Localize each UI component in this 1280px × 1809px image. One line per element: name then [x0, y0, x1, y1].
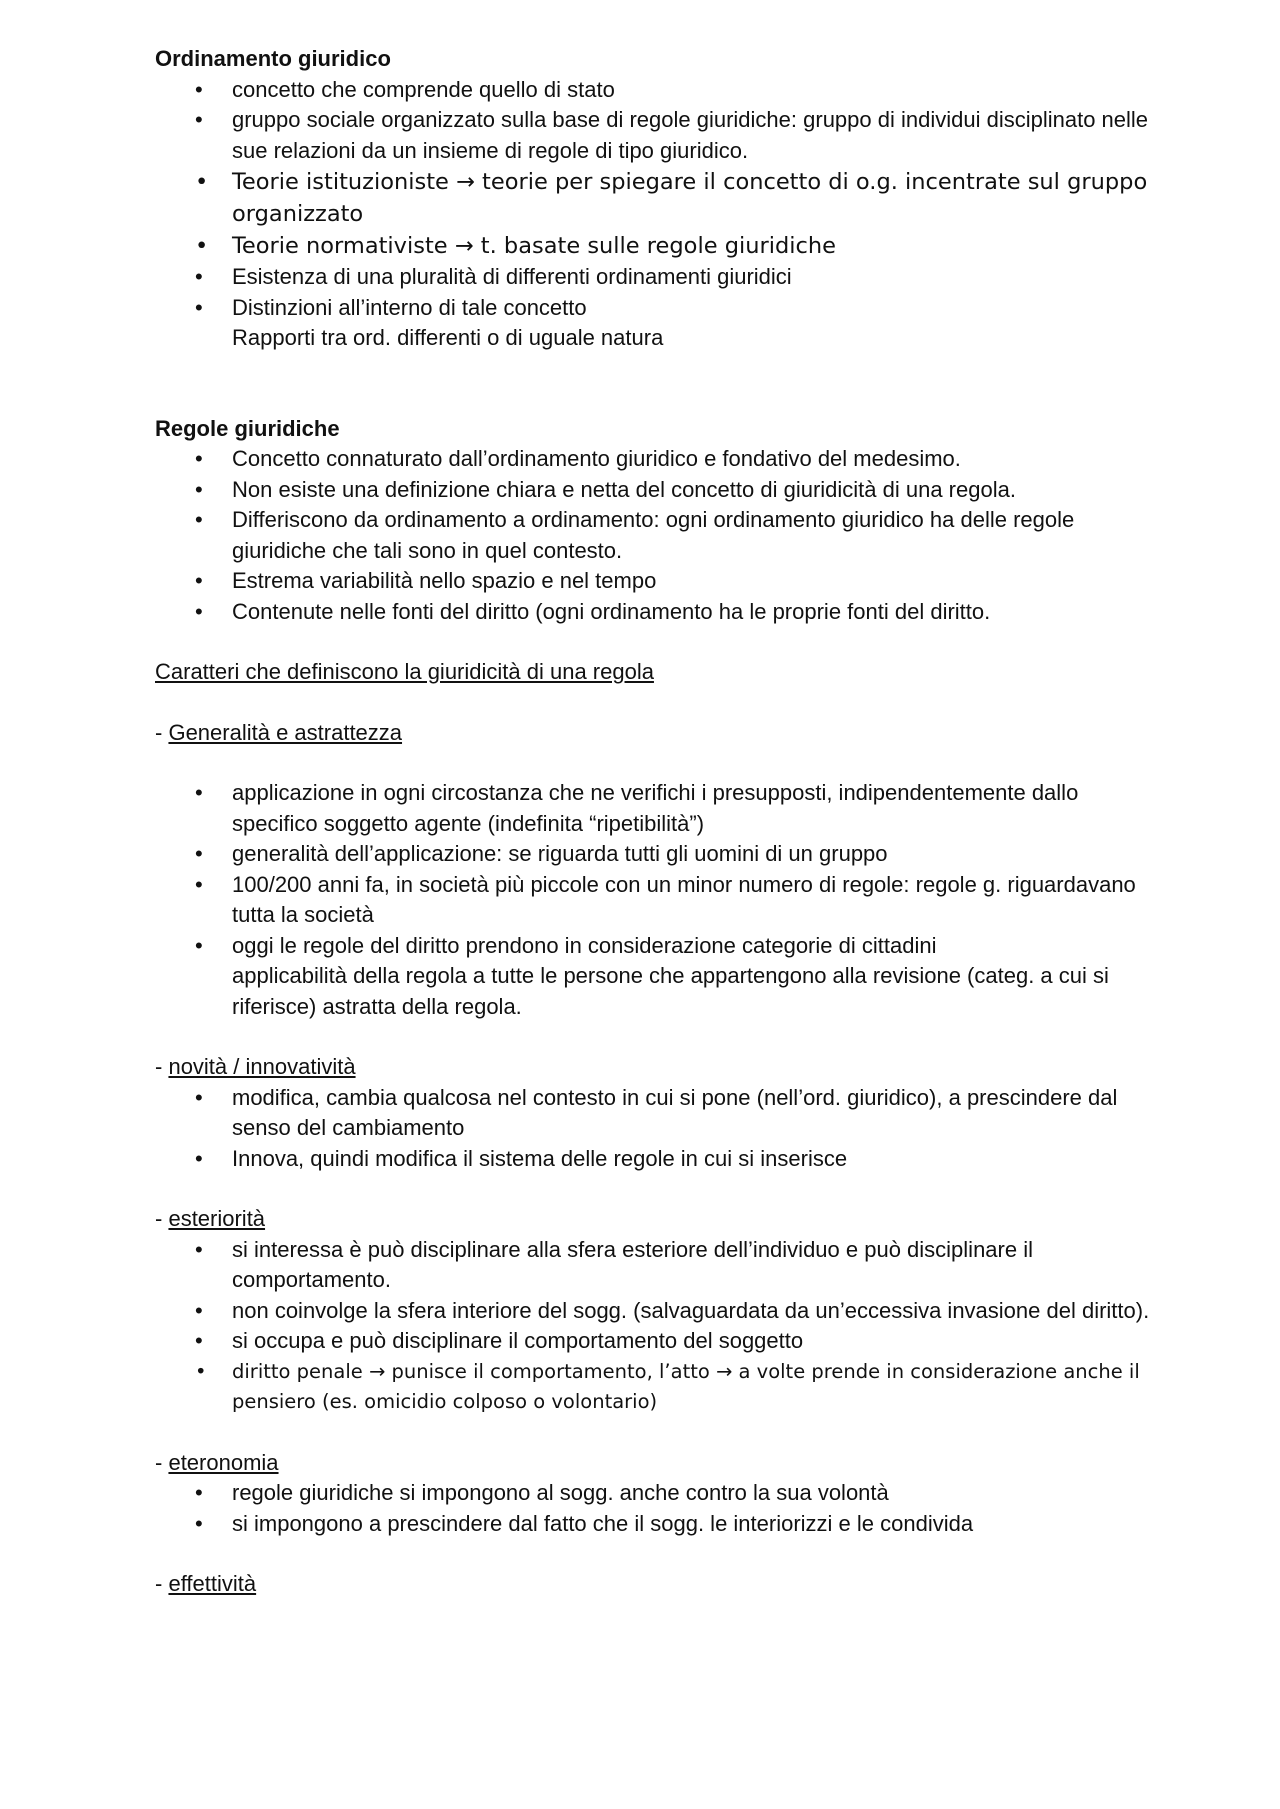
list-item: • Non esiste una definizione chiara e netta del concetto di giuridicità di una regola.	[232, 475, 1155, 506]
document-content	[155, 44, 1155, 1600]
generalita-heading	[155, 718, 1155, 749]
esteriorita-title: esteriorità	[168, 1206, 266, 1231]
list-item: • si interessa è può disciplinare alla sfera esteriore dell’individuo e può disciplinare il comportamento.	[232, 1235, 1155, 1296]
spacer	[155, 1539, 1155, 1569]
dash: -	[155, 1449, 169, 1475]
list-item: • 100/200 anni fa, in società più piccole con un minor numero di regole: regole g. riguardavano tutta la società	[232, 870, 1155, 931]
section-title-ordinamento: Ordinamento giuridico	[155, 46, 391, 71]
list-item: • oggi le regole del diritto prendono in considerazione categorie di cittadini	[232, 931, 1155, 962]
list-item: • si impongono a prescindere dal fatto che il sogg. le interiorizzi e le condivida	[232, 1509, 1155, 1540]
list-item: • diritto penale → punisce il comportamento, l’atto → a volte prende in considerazione anche il pensiero (es. omicidio colposo o volontario)	[232, 1357, 1155, 1418]
effettivita-heading	[155, 1569, 1155, 1600]
novita-heading	[155, 1052, 1155, 1083]
generalita-title: Generalità e astrattezza	[168, 719, 403, 745]
list-item: • si occupa e può disciplinare il comportamento del soggetto	[232, 1326, 1155, 1357]
list-item: • applicazione in ogni circostanza che ne verifichi i presupposti, indipendentemente dallo specifico soggetto agente (indefinita “ripetibilità”)	[232, 778, 1155, 839]
list-item: • Contenute nelle fonti del diritto (ogni ordinamento ha le proprie fonti del diritto.	[232, 597, 1155, 628]
novita-title: novità / innovatività	[168, 1054, 356, 1079]
eteronomia-list	[155, 1478, 1155, 1539]
list-item: • Differiscono da ordinamento a ordinamento: ogni ordinamento giuridico ha delle regole giuridiche che tali sono in quel contesto.	[232, 505, 1155, 566]
list-item: • generalità dell’applicazione: se riguarda tutti gli uomini di un gruppo	[232, 839, 1155, 870]
spacer	[155, 1418, 1155, 1448]
effettivita-title: effettività	[168, 1571, 257, 1596]
spacer	[155, 1022, 1155, 1052]
list-item: • regole giuridiche si impongono al sogg. anche contro la sua volontà	[232, 1478, 1155, 1509]
regole-list	[155, 444, 1155, 627]
list-item: • concetto che comprende quello di stato	[232, 75, 1155, 106]
esteriorita-list	[155, 1235, 1155, 1418]
list-item: • Teorie normativiste → t. basate sulle regole giuridiche	[232, 230, 1155, 262]
section-title-regole: Regole giuridiche	[155, 415, 340, 441]
spacer	[155, 627, 1155, 657]
caratteri-title: Caratteri che definiscono la giuridicità di una regola	[155, 659, 654, 684]
dash: -	[155, 1206, 169, 1231]
eteronomia-title: eteronomia	[168, 1449, 279, 1475]
dash: -	[155, 719, 169, 745]
list-item: • Teorie istituzioniste → teorie per spiegare il concetto di o.g. incentrate sul gruppo organizzato	[232, 166, 1155, 230]
list-item: • Distinzioni all’interno di tale concetto	[232, 293, 1155, 324]
spacer	[155, 354, 1155, 414]
spacer	[155, 1174, 1155, 1204]
esteriorita-heading	[155, 1204, 1155, 1235]
generalita-list	[155, 778, 1155, 1022]
novita-list	[155, 1083, 1155, 1175]
list-item: • Estrema variabilità nello spazio e nel tempo	[232, 566, 1155, 597]
dash: -	[155, 1054, 169, 1079]
list-item-continuation: Rapporti tra ord. differenti o di uguale natura	[232, 325, 664, 350]
list-item: • Esistenza di una pluralità di differenti ordinamenti giuridici	[232, 262, 1155, 293]
spacer	[155, 748, 1155, 778]
list-item: • non coinvolge la sfera interiore del sogg. (salvaguardata da un’eccessiva invasione del diritto).	[232, 1296, 1155, 1327]
ordinamento-list	[155, 75, 1155, 354]
list-item: • Innova, quindi modifica il sistema delle regole in cui si inserisce	[232, 1144, 1155, 1175]
dash: -	[155, 1571, 169, 1596]
list-item: • gruppo sociale organizzato sulla base di regole giuridiche: gruppo di individui disciplinato nelle sue relazioni da un insieme di regole di tipo giuridico.	[232, 105, 1155, 166]
list-item: • Concetto connaturato dall’ordinamento giuridico e fondativo del medesimo.	[232, 444, 1155, 475]
spacer	[155, 688, 1155, 718]
list-item: • modifica, cambia qualcosa nel contesto in cui si pone (nell’ord. giuridico), a prescindere dal senso del cambiamento	[232, 1083, 1155, 1144]
eteronomia-heading	[155, 1448, 1155, 1479]
list-item-continuation: applicabilità della regola a tutte le persone che appartengono alla revisione (categ. a cui si riferisce) astratta della regola.	[232, 963, 1109, 1019]
